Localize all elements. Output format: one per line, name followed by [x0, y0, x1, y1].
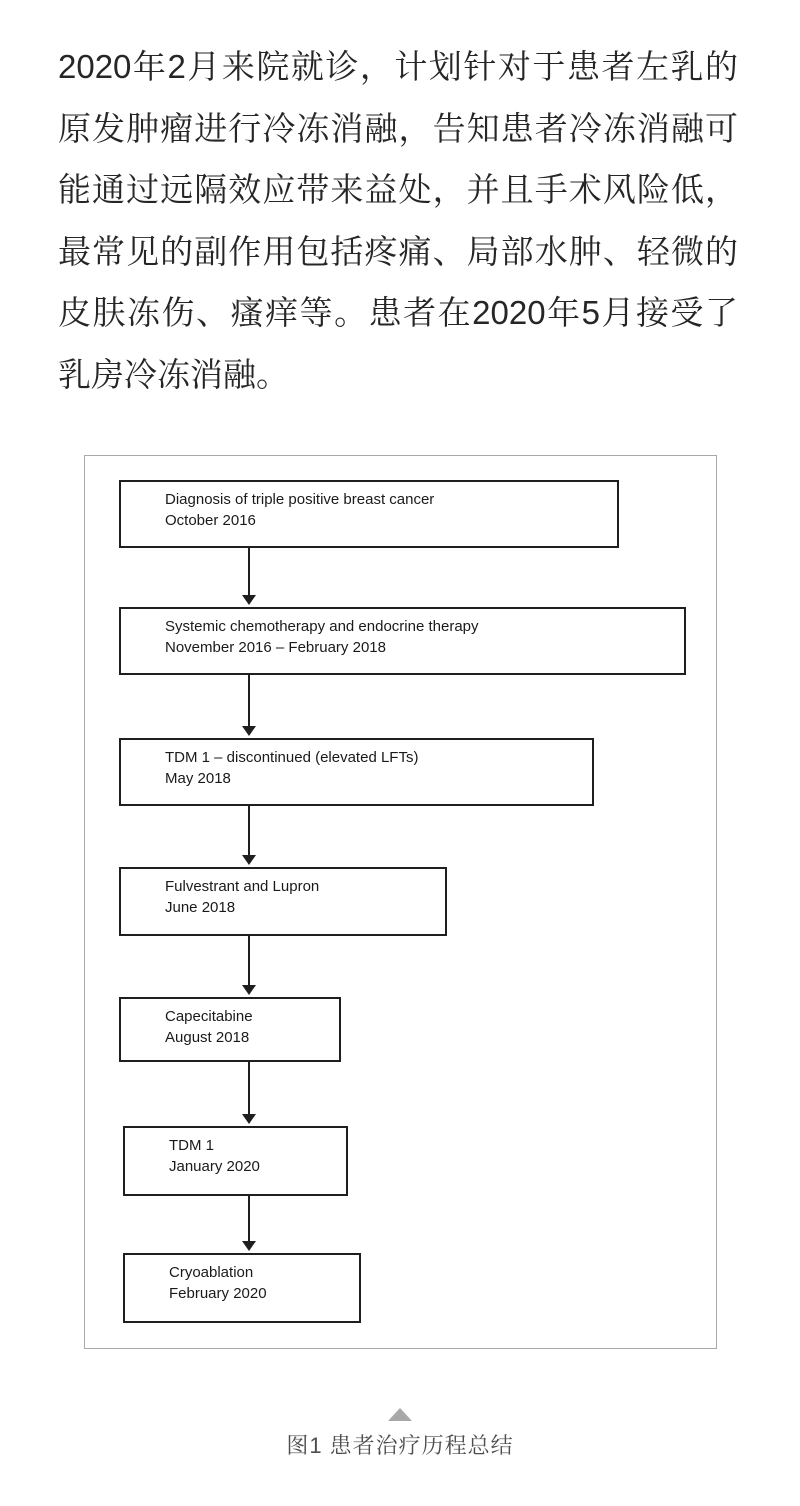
paragraph-line: 乳房冷冻消融。: [58, 355, 289, 393]
flow-box-date: February 2020: [169, 1284, 267, 1302]
flow-box-capecitabine: [119, 997, 341, 1062]
treatment-flowchart-figure: [84, 455, 717, 1349]
flow-arrow-down-icon: [242, 675, 256, 736]
flow-box-date: May 2018: [165, 769, 231, 787]
flow-box-title: TDM 1 – discontinued (elevated LFTs): [165, 749, 419, 766]
flow-box-date: January 2020: [169, 1157, 260, 1175]
flow-arrow-down-icon: [242, 936, 256, 995]
paragraph-line: 能通过远隔效应带来益处，并且手术风险低，: [58, 171, 738, 208]
flow-box-tdm1: [123, 1126, 348, 1196]
flow-box-date: June 2018: [165, 898, 236, 916]
flow-box-title: Systemic chemotherapy and endocrine therapy: [165, 618, 479, 635]
intro-paragraph: [58, 36, 738, 405]
flow-box-title: TDM 1: [169, 1137, 214, 1154]
flow-box-date: October 2016: [165, 511, 256, 529]
flow-box-title: Cryoablation: [169, 1264, 254, 1281]
flow-box-date: November 2016 – February 2018: [165, 638, 386, 656]
flow-box-fulvestrant-lupron: [119, 867, 447, 936]
paragraph-line: 2020年2月来院就诊，计划针对于患者左乳的: [58, 48, 738, 85]
flow-box-title: Diagnosis of triple positive breast cancer: [165, 491, 435, 508]
paragraph-line: 皮肤冻伤、瘙痒等。患者在2020年5月接受了: [58, 294, 738, 331]
flow-box-title: Fulvestrant and Lupron: [165, 878, 320, 895]
flow-arrow-down-icon: [242, 806, 256, 865]
flow-box-date: August 2018: [165, 1028, 250, 1046]
figure-caption: 图1 患者治疗历程总结: [286, 1433, 514, 1458]
flow-box-diagnosis: [119, 480, 619, 548]
flow-arrow-down-icon: [242, 1062, 256, 1124]
flow-arrow-down-icon: [242, 1196, 256, 1251]
flow-box-systemic-chemo: [119, 607, 686, 675]
paragraph-line: 最常见的副作用包括疼痛、局部水肿、轻微的: [58, 232, 738, 270]
flow-box-title: Capecitabine: [165, 1008, 253, 1025]
flow-box-cryoablation: [123, 1253, 361, 1323]
flow-arrow-down-icon: [242, 548, 256, 605]
paragraph-line: 原发肿瘤进行冷冻消融，告知患者冷冻消融可: [58, 109, 738, 147]
flow-box-tdm1-discontinued: [119, 738, 594, 806]
triangle-up-icon: [388, 1408, 412, 1421]
